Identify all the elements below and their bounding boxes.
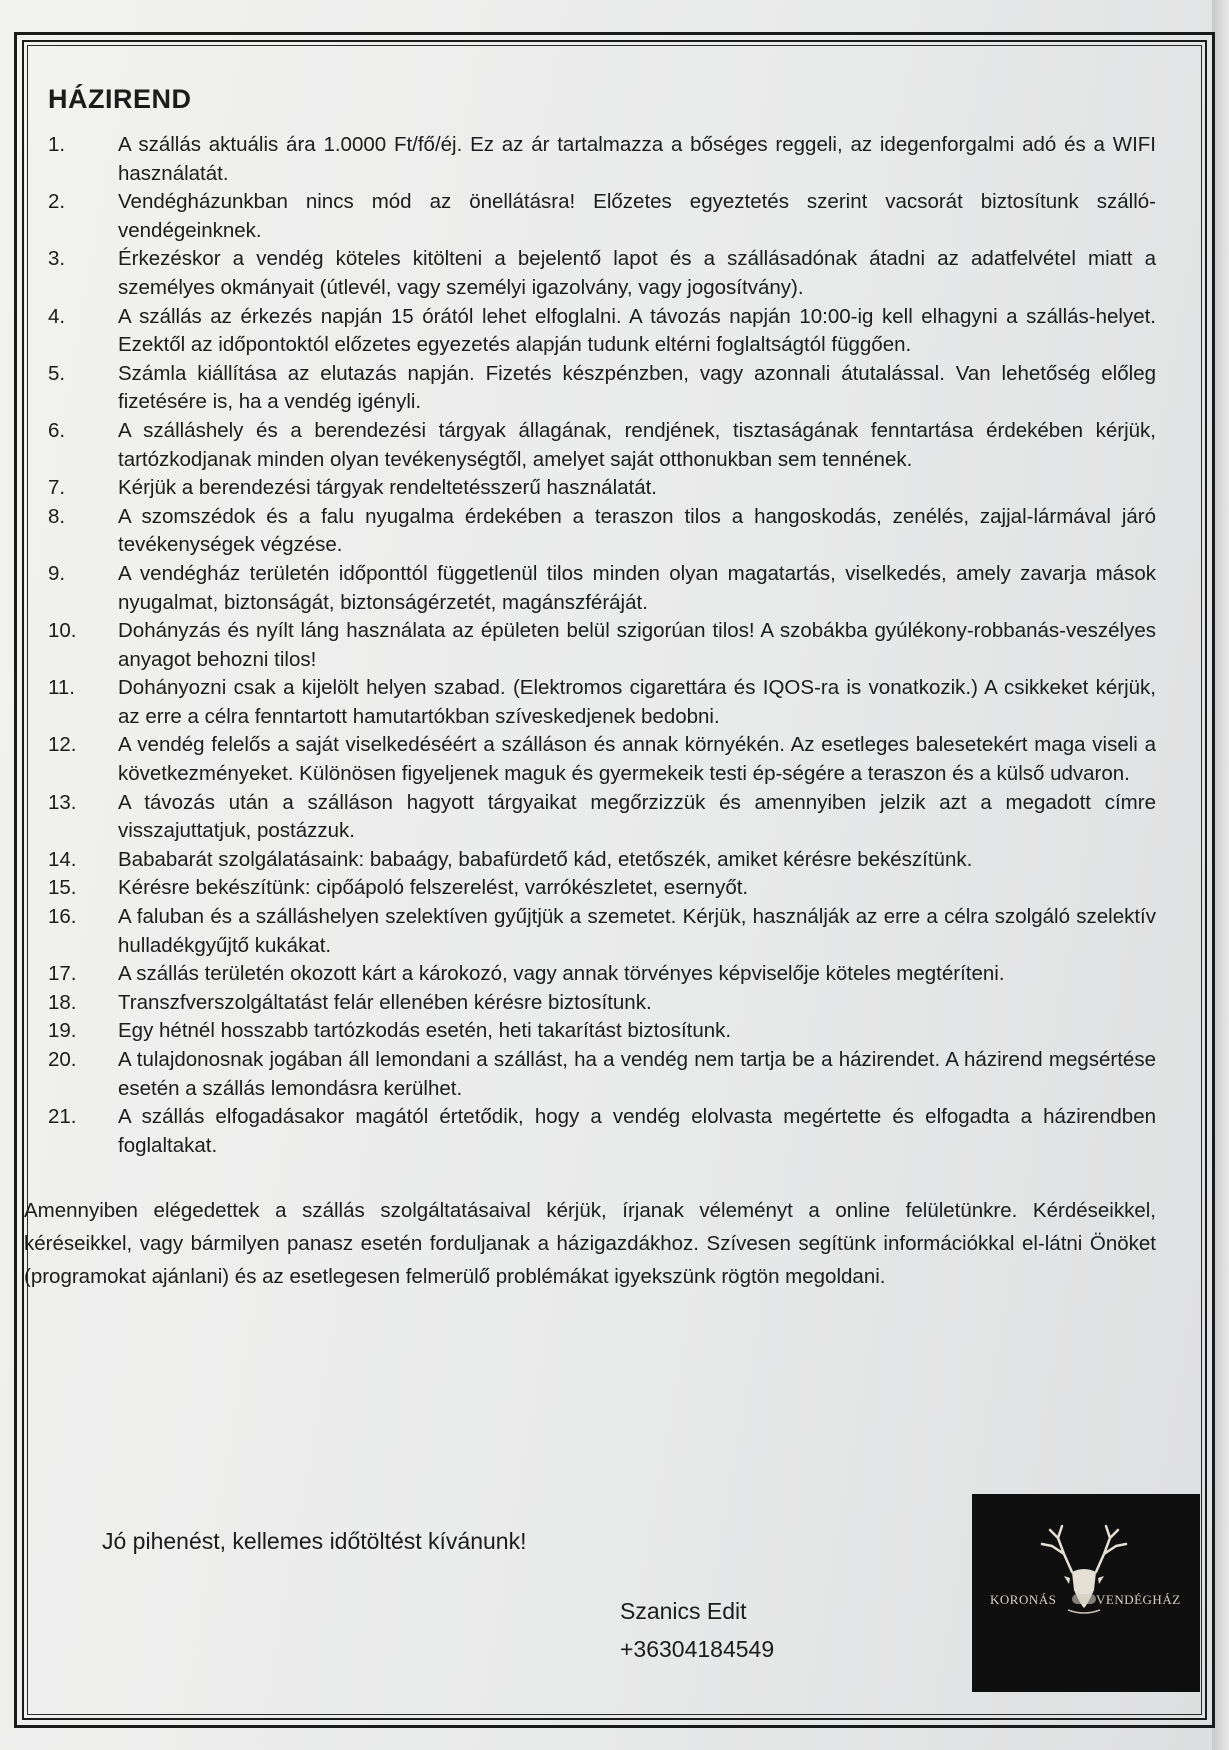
rule-item — [48, 360, 1156, 417]
rule-number: 19. — [48, 1019, 77, 1043]
rule-number: 18. — [48, 990, 77, 1014]
rule-text: A szállás aktuális ára 1.0000 Ft/fő/éj. Ez az ár tartalmazza a bőséges reggeli, az idegenforgalmi adó és a WIFI használatát. — [118, 133, 1156, 185]
rule-number: 8. — [48, 504, 66, 528]
rule-number: 16. — [48, 905, 77, 929]
rule-text: A vendégház területén időponttól függetlenül tilos minden olyan magatartás, viselkedés, amely zavarja mások nyugalmat, biztonságát, biztonságérzetét, magánszféráját. — [118, 561, 1156, 614]
rule-item — [48, 131, 1156, 188]
rule-number: 5. — [48, 361, 66, 385]
house-rules-document — [24, 84, 1156, 1293]
rule-text: A szálláshely és a berendezési tárgyak állagának, rendjének, tisztaságának fenntartása érdekében kérjük, tartózkodjanak minden olyan tevékenységtől, amelyet saját otthonukban sem tennének. — [118, 418, 1156, 471]
closing-paragraph: Amennyiben elégedettek a szállás szolgáltatásaival kérjük, írjanak véleményt a online felületünkre. Kérdéseikkel, kéréseikkel, vagy bármilyen panasz esetén forduljanak a házigazdákhoz. Szívesen segítünk információkkal el-látni Önöket (programokat ajánlani) és az esetlegesen felmerülő problémákat igyekszünk rögtön megoldani. — [24, 1199, 1156, 1289]
logo-word-right: VENDÉGHÁZ — [1096, 1592, 1181, 1607]
rule-item — [48, 874, 1156, 903]
rule-text: Érkezéskor a vendég köteles kitölteni a bejelentő lapot és a szállásadónak átadni az adatfelvétel miatt a személyes okmányait (útlevél, vagy személyi igazolvány, vagy jogosítvány). — [118, 247, 1156, 299]
rule-text: Kérjük a berendezési tárgyak rendeltetésszerű használatát. — [118, 476, 658, 500]
rule-number: 12. — [48, 733, 77, 757]
rule-number: 21. — [48, 1105, 77, 1129]
rule-text: Dohányozni csak a kijelölt helyen szabad. (Elektromos cigarettára és IQOS-ra is vonatkozik.) A csikkeket kérjük, az erre a célra fenntartott hamutartókban szíveskedjenek bedobni. — [118, 676, 1156, 728]
rule-number: 1. — [48, 133, 66, 156]
page-title: HÁZIREND — [48, 84, 192, 114]
guesthouse-logo — [972, 1494, 1200, 1692]
rule-number: 15. — [48, 876, 77, 900]
rule-number: 11. — [48, 676, 75, 700]
rule-item — [48, 846, 1156, 875]
rule-item — [48, 1103, 1156, 1160]
rule-item — [48, 503, 1156, 560]
rule-item — [48, 474, 1156, 503]
rule-text: Számla kiállítása az elutazás napján. Fizetés készpénzben, vagy azonnali átutalással. Van lehetőség előleg fizetésére is, ha a vendég igényli. — [118, 361, 1156, 414]
rule-item — [48, 903, 1156, 960]
rule-item — [48, 417, 1156, 474]
rule-number: 2. — [48, 190, 66, 214]
rule-item — [48, 960, 1156, 989]
rule-text: Dohányzás és nyílt láng használata az épületen belül szigorúan tilos! A szobákba gyúlékony-robbanás-veszélyes anyagot behozni tilos! — [118, 619, 1156, 671]
rule-text: A távozás után a szálláson hagyott tárgyaikat megőrzizzük és amennyiben jelzik azt a megadott címre visszajuttatjuk, postázzuk. — [118, 790, 1156, 843]
rule-text: A faluban és a szálláshelyen szelektíven gyűjtjük a szemetet. Kérjük, használják az erre a célra szolgáló szelektív hulladékgyűjtő kukákat. — [118, 905, 1156, 957]
rule-item — [48, 617, 1156, 674]
rules-list — [48, 131, 1156, 1160]
rule-text: A vendég felelős a saját viselkedéséért a szálláson és annak környékén. Az esetleges balesetekért maga viseli a következményeket. Különösen figyeljenek maguk és gyermekeik testi ép-ségére a teraszon és a külső udvaron. — [118, 733, 1156, 786]
rule-item — [48, 1017, 1156, 1046]
rule-item — [48, 188, 1156, 245]
rule-number: 17. — [48, 962, 77, 986]
signature-block — [620, 1592, 774, 1668]
rule-item — [48, 560, 1156, 617]
rule-number: 10. — [48, 619, 77, 643]
rule-text: Egy hétnél hosszabb tartózkodás esetén, heti takarítást biztosítunk. — [118, 1019, 732, 1043]
rule-text: A szomszédok és a falu nyugalma érdekében a teraszon tilos a hangoskodás, zenélés, zajjal-lármával járó tevékenységek végzése. — [118, 504, 1156, 557]
rule-text: A tulajdonosnak jogában áll lemondani a szállást, ha a vendég nem tartja be a házirendet. A házirend megsértése esetén a szállás lemondásra kerülhet. — [118, 1048, 1156, 1100]
rule-number: 20. — [48, 1048, 77, 1071]
rule-number: 4. — [48, 304, 66, 328]
rule-item — [48, 1046, 1156, 1103]
logo-word-left: KORONÁS — [990, 1592, 1057, 1607]
rule-text: Transzfverszolgáltatást felár ellenében kérésre biztosítunk. — [118, 990, 652, 1014]
rule-item — [48, 303, 1156, 360]
rule-number: 7. — [48, 476, 66, 500]
rule-text: A szállás az érkezés napján 15 órától lehet elfoglalni. A távozás napján 10:00-ig kell elhagyni a szállás-helyet. Ezektől az időpontoktól előzetes egyezetés alapján tudunk eltérni foglaltságtól függően. — [118, 304, 1156, 357]
rule-item — [48, 245, 1156, 302]
rule-number: 13. — [48, 790, 77, 814]
signature-phone: +36304184549 — [620, 1636, 775, 1662]
greeting-text: Jó pihenést, kellemes időtöltést kívánunk! — [102, 1528, 527, 1554]
rule-item — [48, 674, 1156, 731]
signature-name: Szanics Edit — [620, 1598, 747, 1624]
rule-item — [48, 789, 1156, 846]
rule-number: 14. — [48, 847, 77, 871]
rule-text: A szállás elfogadásakor magától értetődik, hogy a vendég elolvasta megértette és elfogadta a házirendben foglaltakat. — [118, 1105, 1156, 1157]
rule-number: 3. — [48, 247, 66, 271]
rule-text: A szállás területén okozott kárt a károkozó, vagy annak törvényes képviselője köteles megtéríteni. — [118, 962, 1005, 986]
rule-item — [48, 989, 1156, 1018]
rule-item — [48, 731, 1156, 788]
rule-number: 9. — [48, 561, 66, 585]
rule-text: Bababarát szolgálatásaink: babaágy, babafürdető kád, etetőszék, amiket kérésre bekészítünk. — [118, 847, 973, 871]
rule-text: Vendégházunkban nincs mód az önellátásra! Előzetes egyeztetés szerint vacsorát biztosítunk szálló-vendégeinknek. — [118, 190, 1156, 242]
rule-text: Kérésre bekészítünk: cipőápoló felszerelést, varrókészletet, esernyőt. — [118, 876, 749, 900]
rule-number: 6. — [48, 418, 66, 442]
